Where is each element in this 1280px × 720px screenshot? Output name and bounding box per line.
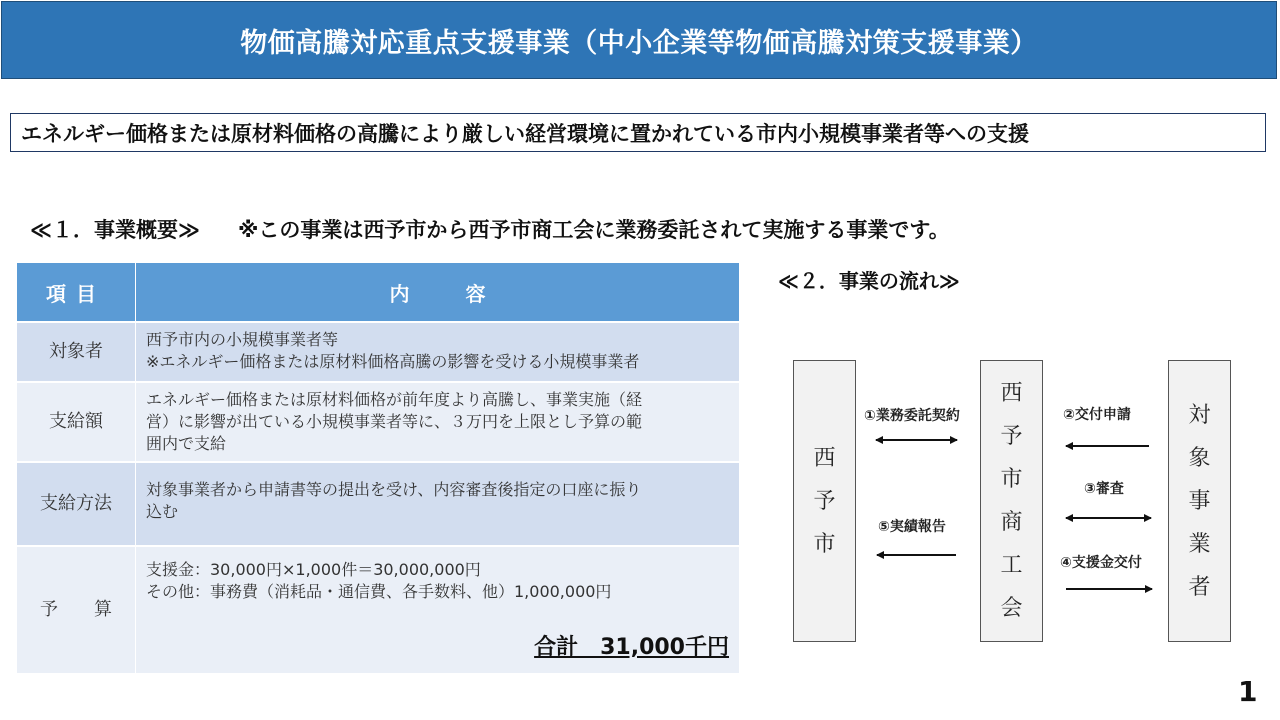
page-number: 1 — [1238, 675, 1258, 708]
row-label-amount: 支給額 — [17, 382, 136, 462]
row-label-target: 対象者 — [17, 322, 136, 382]
content-line: 対象事業者から申請書等の提出を受け、内容審査後指定の口座に振り — [146, 480, 642, 499]
budget-total: 合計 31,000千円 — [534, 635, 729, 660]
arrow-label-payment: ④支援金交付 — [1060, 555, 1142, 571]
business-char: 象 — [1188, 445, 1211, 471]
page-title: 物価高騰対応重点支援事業（中小企業等物価高騰対策支援事業） — [240, 27, 1038, 59]
chamber-char: 市 — [1000, 467, 1023, 492]
content-line: 営）に影響が出ている小規模事業者等に、３万円を上限とし予算の範 — [146, 412, 643, 431]
city-char: 西 — [813, 445, 836, 471]
chamber-char: 商 — [1000, 510, 1023, 535]
city-char: 予 — [813, 488, 836, 514]
arrow-label-review: ③審査 — [1084, 481, 1124, 497]
content-line: ※エネルギー価格または原材料価格高騰の影響を受ける小規模事業者 — [146, 352, 640, 371]
header-item: 項目 — [17, 263, 136, 322]
header-content-left: 内 — [389, 281, 410, 306]
section1-heading: ≪１．事業概要≫ — [30, 218, 200, 242]
chamber-char: 会 — [1000, 596, 1023, 621]
arrow-label-report: ⑤実績報告 — [878, 519, 946, 535]
business-char: 対 — [1188, 402, 1211, 428]
content-line: 西予市内の小規模事業者等 — [146, 330, 339, 349]
content-line: 込む — [146, 502, 179, 521]
row-label-method: 支給方法 — [17, 462, 136, 546]
chamber-char: 西 — [1000, 381, 1023, 406]
section2-heading: ≪２．事業の流れ≫ — [778, 269, 960, 293]
header-content-right: 容 — [465, 281, 486, 306]
chamber-char: 工 — [1000, 553, 1023, 578]
city-char: 市 — [813, 531, 836, 557]
business-char: 者 — [1188, 574, 1211, 600]
business-char: 事 — [1188, 488, 1211, 514]
content-line: エネルギー価格または原材料価格が前年度より高騰し、事業実施（経 — [146, 390, 643, 409]
content-line: 支援金：30,000円×1,000件＝30,000,000円 — [146, 560, 481, 579]
row-label-budget: 予 算 — [17, 546, 136, 674]
arrow-label-application: ②交付申請 — [1063, 407, 1131, 423]
arrow-label-contract: ①業務委託契約 — [864, 408, 960, 424]
subtitle: エネルギー価格または原材料価格の高騰により厳しい経営環境に置かれている市内小規模事業者等への支援 — [21, 121, 1029, 146]
section1-note: ※この事業は西予市から西予市商工会に業務委託されて実施する事業です。 — [237, 218, 950, 242]
chamber-char: 予 — [1000, 424, 1023, 449]
business-char: 業 — [1188, 531, 1211, 557]
content-line: その他：事務費（消耗品・通信費、各手数料、他）1,000,000円 — [146, 582, 612, 601]
content-line: 囲内で支給 — [146, 434, 227, 453]
